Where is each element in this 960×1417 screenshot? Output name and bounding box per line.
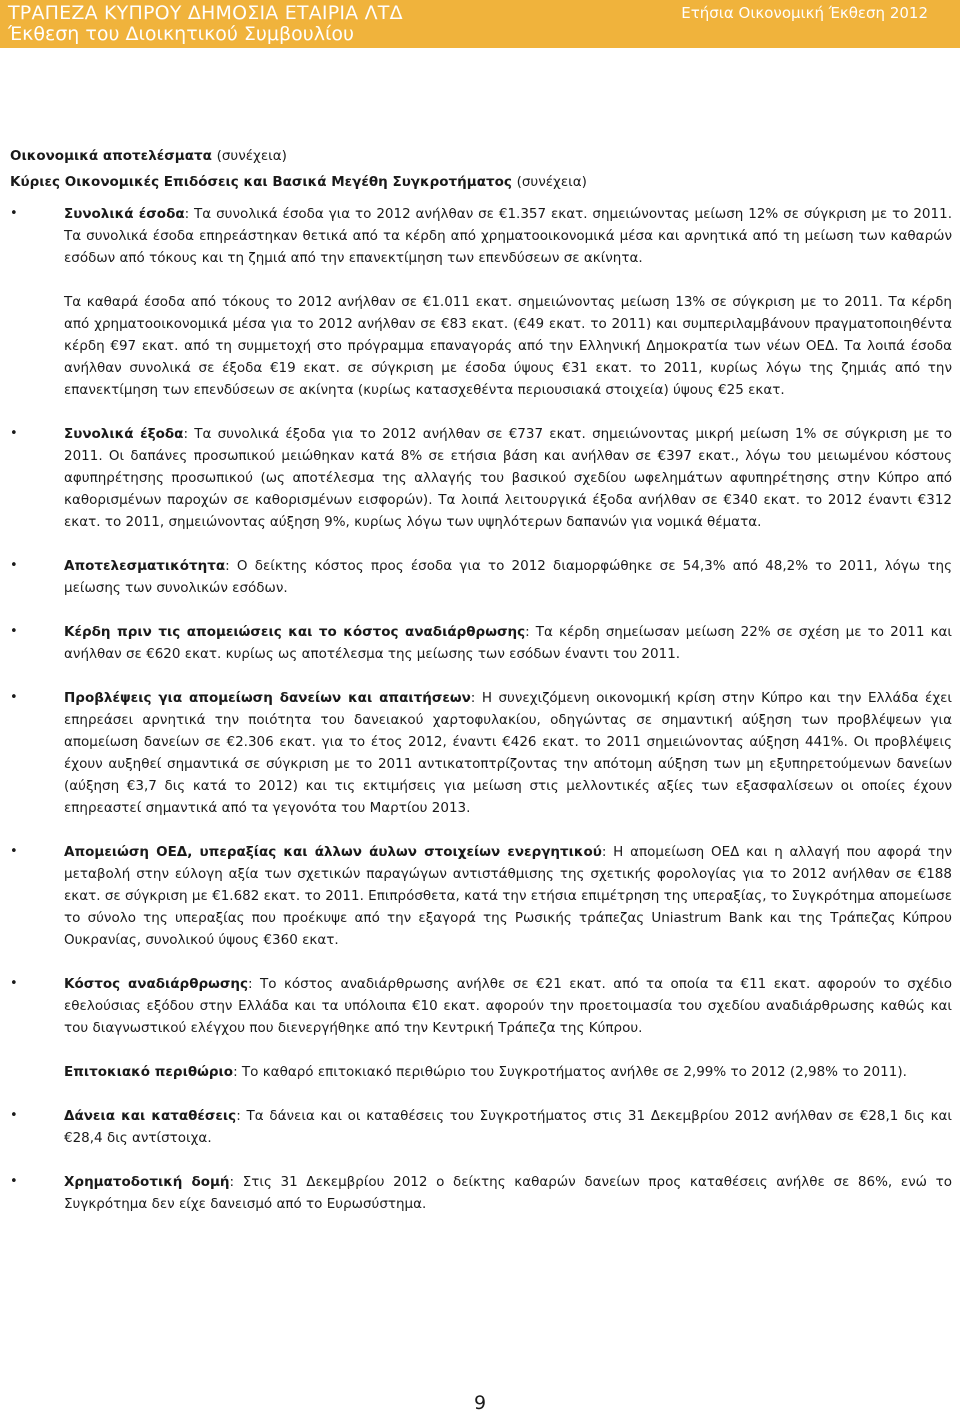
- item-text: : Τα δάνεια και οι καταθέσεις του Συγκροτήματος στις 31 Δεκεμβρίου 2012 ανήλθαν σε €28,1 δις και €28,4 δις αντίστοιχα.: [64, 1108, 952, 1146]
- list-item: [10, 841, 952, 951]
- company-name: ΤΡΑΠΕΖΑ ΚΥΠΡΟΥ ΔΗΜΟΣΙΑ ΕΤΑΙΡΙΑ ΛΤΔ: [8, 2, 403, 24]
- list-item: [10, 555, 952, 599]
- list-item: [10, 203, 952, 401]
- section-title: Οικονομικά αποτελέσματα (συνέχεια): [10, 148, 287, 164]
- document-body: [10, 145, 952, 1215]
- section-title-suffix: (συνέχεια): [216, 148, 287, 164]
- item-lead: Επιτοκιακό περιθώριο: [64, 1064, 234, 1080]
- bullet-icon: •: [10, 690, 18, 705]
- item-text: : Η συνεχιζόμενη οικονομική κρίση στην Κύπρο και την Ελλάδα έχει επηρεάσει αρνητικά την ποιότητα του δανειακού χαρτοφυλακίου, οδηγώντας σε σημαντική αύξηση των προβλέψεων για απομείωση δανείων σε €2.306 εκατ. για το έτος 2012, έναντι €426 εκατ. το 2011 σημειώνοντας αύξηση 441%. Οι προβλέψεις έχουν αυξηθεί σημαντικά σε σύγκριση με το 2011 αντικατοπτρίζοντας την απότομη αύξηση των μη εξυπηρετούμενων δανείων (αύξηση €3,7 δις κατά το 2012) και τις εκτιμήσεις για μείωση στις μελλοντικές αξίες των εξασφαλίσεων οι οποίες έχουν επηρεαστεί σημαντικά από τα γεγονότα του Μαρτίου 2013.: [64, 690, 952, 816]
- list-item: [10, 687, 952, 819]
- list-item: [10, 1105, 952, 1149]
- bullet-icon: •: [10, 1108, 18, 1123]
- bullet-icon: •: [10, 844, 18, 859]
- bullet-icon: •: [10, 624, 18, 639]
- item-text: : Το κόστος αναδιάρθρωσης ανήλθε σε €21 εκατ. από τα οποία τα €11 εκατ. αφορούν το σχέδιο εθελούσιας εξόδου στην Ελλάδα και τα υπόλοιπα €10 εκατ. αφορούν την προετοιμασία του σχεδίου αναδιάρθρωσης καθώς και του διαγνωστικού ελέγχου που διενεργήθηκε από την Κεντρική Τράπεζα της Κύπρου.: [64, 976, 952, 1036]
- item-text: : Στις 31 Δεκεμβρίου 2012 ο δείκτης καθαρών δανείων προς καταθέσεις ανήλθε σε 86%, ενώ το Συγκρότημα δεν είχε δανεισμό από το Ευρωσύστημα.: [64, 1174, 952, 1212]
- report-title: Έκθεση του Διοικητικού Συμβουλίου: [8, 23, 355, 45]
- item-lead: Κέρδη πριν τις απομειώσεις και το κόστος αναδιάρθρωσης: [64, 624, 526, 640]
- bullet-icon: •: [10, 558, 18, 573]
- bullet-icon: •: [10, 426, 18, 441]
- item-lead: Συνολικά έξοδα: [64, 426, 184, 442]
- item-text: : Η απομείωση ΟΕΔ και η αλλαγή που αφορά την μεταβολή στην εύλογη αξία των σχετικών παραγώγων αντιστάθμισης της σχετικής φορολογίας για το 2012 ανήλθαν σε €188 εκατ. σε σύγκριση με €1.682 εκατ. το 2011. Επιπρόσθετα, κατά την ετήσια επιμέτρηση της υπεραξίας, το Συγκρότημα απομείωσε το σύνολο της υπεραξίας που προέκυψε από την εξαγορά της Ρωσικής τράπεζας Uniastrum Bank και της Τράπεζας Κύπρου Ουκρανίας, συνολικού ύψους €360 εκατ.: [64, 844, 952, 948]
- list-item: [10, 1171, 952, 1215]
- item-lead: Συνολικά έσοδα: [64, 206, 185, 222]
- item-lead: Κόστος αναδιάρθρωσης: [64, 976, 249, 992]
- item-text: : Τα συνολικά έξοδα για το 2012 ανήλθαν σε €737 εκατ. σημειώνοντας μικρή μείωση 1% σε σύγκριση με το 2011. Οι δαπάνες προσωπικού μειώθηκαν κατά 8% σε ετήσια βάση και ανήλθαν σε €397 εκατ., λόγω του μειωμένου κόστους αφυπηρέτησης προσωπικού (ως αποτέλεσμα της αλλαγής του βασικού σχεδίου ωφελημάτων αφυπηρέτησης στην Κύπρο από καθορισμένων παροχών σε καθορισμένων εισφορών). Τα λοιπά λειτουργικά έξοδα ανήλθαν σε €340 εκατ. το 2012 έναντι €312 εκατ. το 2011, σημειώνοντας αύξηση 9%, κυρίως λόγω των υψηλότερων δαπανών για νομικά θέματα.: [64, 426, 952, 530]
- item-text: : Τα κέρδη σημείωσαν μείωση 22% σε σχέση με το 2011 και ανήλθαν σε €620 εκατ. κυρίως ως αποτέλεσμα της μείωσης των εσόδων έναντι του 2011.: [64, 624, 952, 662]
- page-header: [0, 0, 960, 48]
- item-lead: Αποτελεσματικότητα: [64, 558, 226, 574]
- item-lead: Δάνεια και καταθέσεις: [64, 1108, 237, 1124]
- bullet-icon: •: [10, 206, 18, 221]
- list-item: [10, 621, 952, 665]
- page-number: 9: [473, 1392, 487, 1414]
- item-extra-text: Τα καθαρά έσοδα από τόκους το 2012 ανήλθαν σε €1.011 εκατ. σημειώνοντας μείωση 13% σε σύγκριση με το 2011. Τα κέρδη από χρηματοοικονομικά μέσα για το 2012 ανήλθαν σε €83 εκατ. (€49 εκατ. το 2011) και συμπεριλαμβάνουν πραγματοποιηθέντα κέρδη €97 εκατ. από τη συμμετοχή στο πρόγραμμα επαναγοράς από την Ελληνική Δημοκρατία των νέων ΟΕΔ. Τα λοιπά έσοδα ανήλθαν συνολικά σε έξοδα €19 εκατ. σε σύγκριση με έσοδα ύψους €31 εκατ. το 2011, κυρίως λόγω της ζημιάς από την επανεκτίμηση των επενδύσεων σε ακίνητα (κυρίως κατασχεθέντα περιουσιακά στοιχεία) ύψους €25 εκατ.: [64, 294, 952, 398]
- item-text: : Το καθαρό επιτοκιακό περιθώριο του Συγκροτήματος ανήλθε σε 2,99% το 2012 (2,98% το 2011).: [233, 1064, 907, 1080]
- list-item: [10, 1061, 952, 1083]
- list-item: [10, 423, 952, 533]
- annual-report-label: Ετήσια Οικονομική Έκθεση 2012: [681, 4, 928, 22]
- section-subtitle: Κύριες Οικονομικές Επιδόσεις και Βασικά Μεγέθη Συγκροτήματος (συνέχεια): [10, 174, 587, 190]
- item-lead: Χρηματοδοτική δομή: [64, 1174, 230, 1190]
- item-text: : Τα συνολικά έσοδα για το 2012 ανήλθαν σε €1.357 εκατ. σημειώνοντας μείωση 12% σε σύγκριση με το 2011. Τα συνολικά έσοδα επηρεάστηκαν θετικά από τα κέρδη από χρηματοοικονομικά μέσα και αρνητικά από τη μείωση των καθαρών εσόδων από τόκους και τη ζημιά από την επανεκτίμηση των επενδύσεων σε ακίνητα.: [64, 206, 952, 266]
- list-item: [10, 973, 952, 1039]
- bullet-icon: •: [10, 1174, 18, 1189]
- item-lead: Απομειώση ΟΕΔ, υπεραξίας και άλλων άυλων στοιχείων ενεργητικού: [64, 844, 602, 860]
- bullet-icon: •: [10, 976, 18, 991]
- section-subtitle-suffix: (συνέχεια): [516, 174, 587, 190]
- item-lead: Προβλέψεις για απομείωση δανείων και απαιτήσεων: [64, 690, 471, 706]
- item-text: : Ο δείκτης κόστος προς έσοδα για το 2012 διαμορφώθηκε σε 54,3% από 48,2% το 2011, λόγω της μείωσης των συνολικών εσόδων.: [64, 558, 952, 596]
